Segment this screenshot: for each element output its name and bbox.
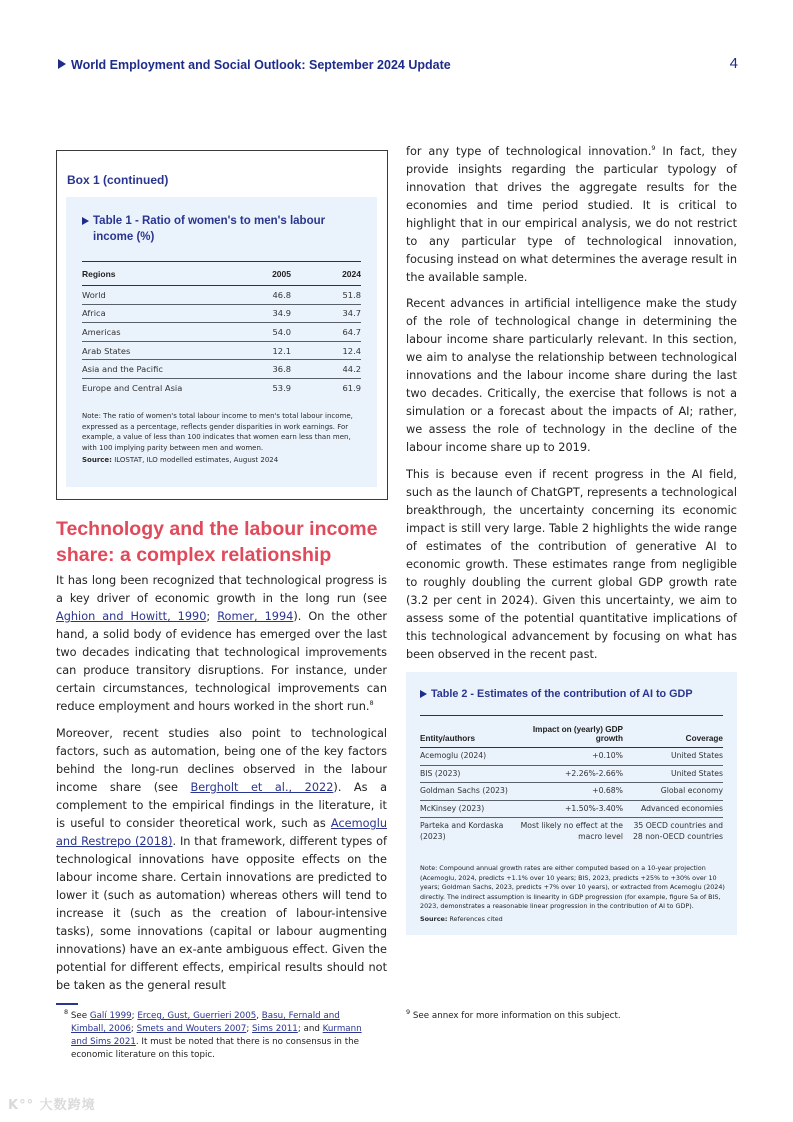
table-note: Note: The ratio of women's total labour income to men's total labour income, expressed as a percentage, reflects gender disparities in work earnings. For example, a value of less than 100 indicates that women earn less than men, with 100 implying parity between men and women. bbox=[82, 412, 353, 452]
region-cell: Asia and the Pacific bbox=[82, 360, 231, 379]
footnote-8: $^8$ See Galí 1999; Erceg, Gust, Guerrieri 2005, Basu, Fernald and Kimball, 2006; Smets and Wouters 2007; Sims 2011; and Kurmann and Sims 2021. It must be noted that there is no consensus in the economic literature on this topic. bbox=[64, 1008, 362, 1060]
value-2005-cell: 53.9 bbox=[272, 383, 291, 394]
impact-cell: +0.68% bbox=[520, 783, 623, 801]
table-2 bbox=[420, 715, 723, 845]
table-row bbox=[82, 341, 361, 360]
table-note: Note: Compound annual growth rates are either computed based on a 10-year projection (Acemoglu, 2024, predicts +1.1% over 10 years; BIS, 2023, predicts +25% to +30% over 10 years; Goldman Sachs, 2023, predicts +7% over 10 years), or extracted from Acemoglu (2024) directly. The indirect assumption is linearity in GDP progression (for example, figure 5a of BIS, 2023, demonstrates a reasonable linear progression in the contribution of AI to GDP). bbox=[420, 864, 725, 911]
table-header-row bbox=[420, 716, 723, 748]
column-header: 2005 bbox=[231, 262, 291, 286]
footnote-ref[interactable]: 8 bbox=[369, 699, 374, 708]
box-title: Box 1 (continued) bbox=[67, 173, 169, 187]
table-row bbox=[420, 783, 723, 801]
footnote-divider bbox=[56, 1003, 78, 1005]
entity-cell: Goldman Sachs (2023) bbox=[420, 783, 520, 801]
triangle-bullet-icon bbox=[420, 690, 427, 698]
impact-cell: +0.10% bbox=[520, 748, 623, 766]
watermark-logo: K°° 大数跨境 bbox=[8, 1098, 96, 1113]
report-title: World Employment and Social Outlook: September 2024 Update bbox=[71, 58, 451, 72]
table-row bbox=[420, 765, 723, 783]
region-cell: Arab States bbox=[82, 341, 231, 360]
citation-link[interactable]: Kurmann and Sims 2021 bbox=[71, 1024, 362, 1047]
citation-link[interactable]: Basu, Fernald and Kimball, 2006 bbox=[71, 1011, 340, 1034]
triangle-bullet-icon bbox=[82, 217, 89, 225]
coverage-cell: Global economy bbox=[623, 783, 723, 801]
table-1-title: Table 1 - Ratio of women's to men's labour income (%) bbox=[82, 213, 352, 245]
value-2005-cell: 36.8 bbox=[231, 360, 291, 379]
citation-link[interactable]: Romer, 1994 bbox=[217, 610, 294, 623]
column-header: 2024 bbox=[291, 262, 361, 286]
table-source: Source: References cited bbox=[420, 914, 503, 923]
page-number: 4 bbox=[729, 55, 738, 72]
value-2024-cell: 44.2 bbox=[291, 360, 361, 379]
box-1 bbox=[56, 150, 388, 500]
table-1-panel bbox=[66, 197, 377, 487]
impact-cell: +1.50%-3.40% bbox=[520, 800, 623, 818]
table-1 bbox=[82, 261, 361, 397]
table-row bbox=[420, 748, 723, 766]
table-row bbox=[82, 323, 361, 342]
citation-link[interactable]: Acemoglu and Restrepo (2018) bbox=[56, 817, 387, 848]
paragraph: This is because even if recent progress in the AI field, such as the launch of ChatGPT, represents a technological breakthrough, the uncertainty concerning its economic impact is still very large. Table 2 highlights the wide range of estimates of the contribution of generative AI to economic growth. These estimates range from negligible to roughly doubling the current global GDP growth rate (3.2 per cent in 2024). Given this uncertainty, we aim to assess some of the potential quantitative implications of this technological advancement by focusing on what has been observed in the recent past. bbox=[406, 468, 737, 661]
impact-cell: Most likely no effect at the macro level bbox=[520, 821, 623, 841]
table-row bbox=[420, 800, 723, 818]
table-header-row bbox=[82, 262, 361, 286]
coverage-cell: Advanced economies bbox=[623, 800, 723, 818]
table-row bbox=[82, 286, 361, 305]
table-row bbox=[82, 304, 361, 323]
citation-link[interactable]: Galí 1999 bbox=[89, 1011, 132, 1021]
table-2-notes bbox=[420, 864, 725, 925]
entity-cell: McKinsey (2023) bbox=[420, 800, 520, 818]
running-header bbox=[58, 55, 738, 74]
value-2005-cell: 34.9 bbox=[231, 304, 291, 323]
footnote-9: $^9$ See annex for more information on this subject. bbox=[406, 1008, 621, 1021]
table-row bbox=[420, 818, 723, 846]
table-2-panel bbox=[406, 672, 737, 935]
entity-cell: Parteka and Kordaska (2023) bbox=[420, 821, 504, 841]
coverage-cell: 35 OECD countries and 28 non-OECD countries bbox=[632, 821, 723, 841]
paragraph: It has long been recognized that technological progress is a key driver of economic growth in the long run (see Aghion and Howitt, 1990; Romer, 1994). On the other hand, a solid body of evidence has emerged over the last two decades indicating that technological improvements can produce transitory disruptions. For instance, under certain circumstances, technological improvements can reduce employment and hours worked in the short run.$^8$ bbox=[56, 574, 387, 713]
citation-link[interactable]: Aghion and Howitt, 1990 bbox=[56, 610, 207, 623]
coverage-cell: United States bbox=[623, 765, 723, 783]
value-2005-cell: 46.8 bbox=[231, 286, 291, 305]
table-row bbox=[82, 360, 361, 379]
coverage-cell: United States bbox=[623, 748, 723, 766]
value-2005-cell: 12.1 bbox=[231, 341, 291, 360]
citation-link[interactable]: Smets and Wouters 2007 bbox=[136, 1024, 247, 1034]
value-2024-cell: 51.8 bbox=[291, 286, 361, 305]
region-cell: Americas bbox=[82, 323, 231, 342]
region-cell: Africa bbox=[82, 304, 231, 323]
column-header: Regions bbox=[82, 262, 231, 286]
entity-cell: BIS (2023) bbox=[420, 765, 520, 783]
table-1-notes bbox=[82, 411, 367, 466]
value-2024-cell: 61.9 bbox=[342, 383, 361, 394]
impact-cell: +2.26%-2.66% bbox=[520, 765, 623, 783]
entity-cell: Acemoglu (2024) bbox=[420, 748, 520, 766]
citation-link[interactable]: Bergholt et al., 2022 bbox=[190, 781, 334, 794]
value-2024-cell: 34.7 bbox=[291, 304, 361, 323]
region-cell: World bbox=[82, 286, 231, 305]
column-header: Entity/authors bbox=[420, 716, 520, 748]
citation-link[interactable]: Erceg, Gust, Guerrieri 2005 bbox=[137, 1011, 257, 1021]
triangle-bullet-icon bbox=[58, 59, 66, 69]
paragraph: for any type of technological innovation.$^9$ In fact, they provide insights regarding the particular typology of innovation that drives the aggregate results for the economies and time period studied. It is critical to highlight that in our empirical analysis, we do not restrict to any particular type of technological innovation, focusing instead on what determines the average result in the available sample. bbox=[406, 144, 738, 284]
value-2024-cell: 64.7 bbox=[291, 323, 361, 342]
paragraph: Recent advances in artificial intelligence make the study of the role of technological change in determining the labour income share particularly relevant. In this section, we aim to analyse the relationship between technological innovations and the labour income share during the last two decades. Critically, the exercise that follows is not a simulation or a forecast about the impacts of AI; rather, we assess the role of technology in the decline of the labour income share up to 2019. bbox=[406, 297, 737, 454]
section-heading: Technology and the labour income share: a complex relationship bbox=[56, 518, 378, 566]
column-header: Impact on (yearly) GDP growth bbox=[520, 716, 623, 748]
footnote-ref[interactable]: 9 bbox=[651, 144, 656, 153]
table-source: Source: ILOSTAT, ILO modelled estimates, August 2024 bbox=[82, 456, 279, 465]
value-2024-cell: 12.4 bbox=[291, 341, 361, 360]
region-cell: Europe and Central Asia bbox=[82, 383, 183, 394]
citation-link[interactable]: Sims 2011 bbox=[252, 1024, 298, 1034]
value-2005-cell: 54.0 bbox=[231, 323, 291, 342]
column-header: Coverage bbox=[623, 716, 723, 748]
table-row bbox=[82, 378, 361, 397]
paragraph: Moreover, recent studies also point to technological factors, such as automation, being one of the key factors behind the long-run declines observed in the labour income share (see Bergholt et al., 2022). As a complement to the empirical findings in the literature, it is useful to consider theoretical work, such as Acemoglu and Restrepo (2018). In that framework, different types of technological innovations have opposite effects on the labour income share. Certain innovations are predicted to lower it (such as automation) whereas others will tend to increase it (such as the creation of labour-intensive tasks), some innovations (capital or labour augmenting innovations) have an ex-ante ambiguous effect. Given the potential for different effects, empirical results should not be taken as the general result bbox=[56, 727, 387, 992]
table-2-title: Table 2 - Estimates of the contribution of AI to GDP bbox=[420, 686, 720, 702]
